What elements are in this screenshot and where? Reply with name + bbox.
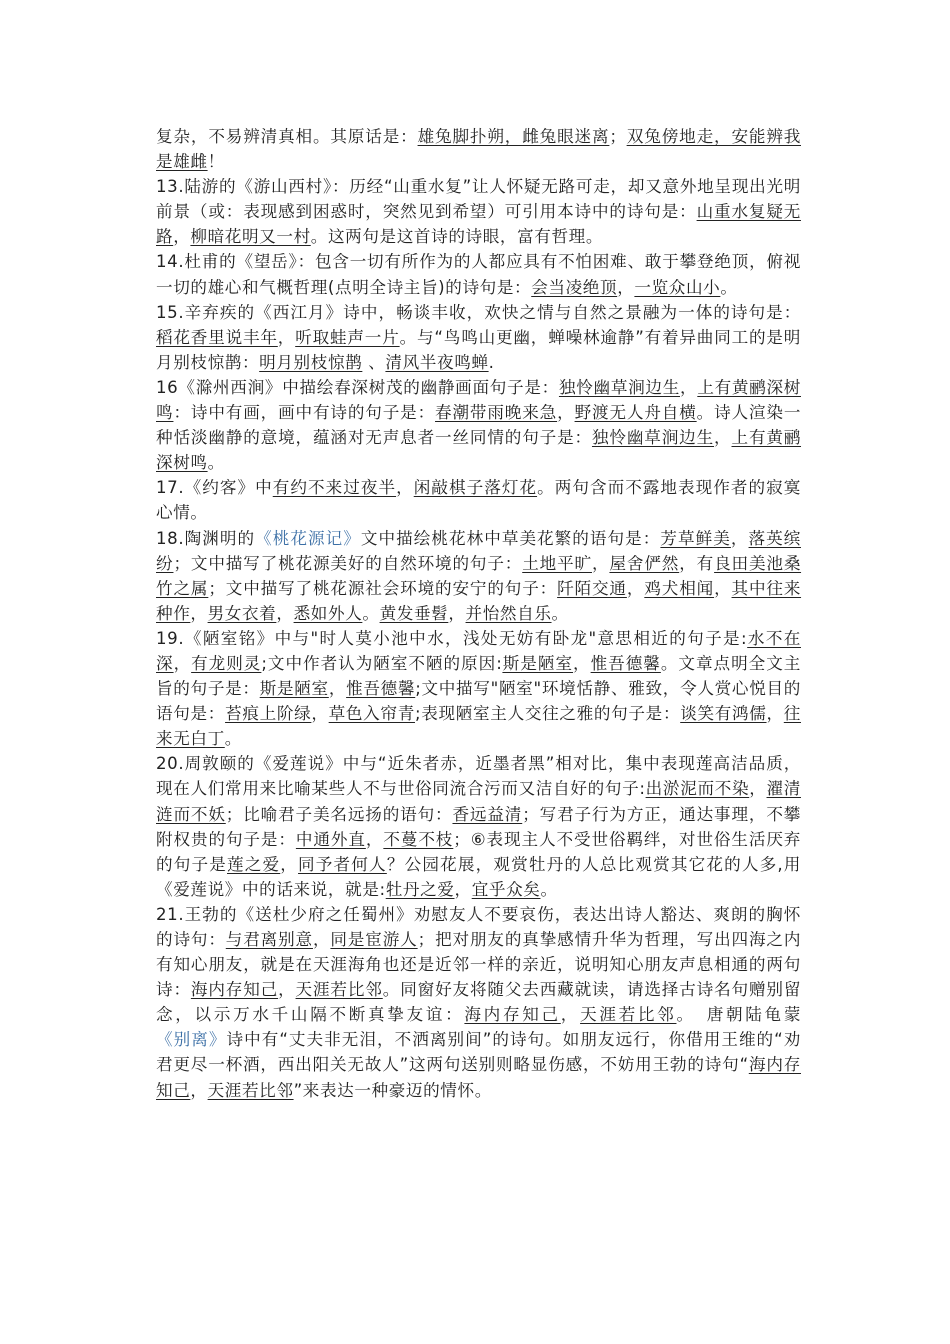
underlined-answer: 春潮带雨晚来急 [435, 403, 558, 423]
underlined-answer: 苔痕上阶绿 [225, 704, 312, 724]
underlined-answer: 莲之爱 [227, 854, 281, 874]
title-link[interactable]: 《别离》 [156, 1030, 227, 1050]
text-segment: ；比喻君子美名远扬的语句： [225, 804, 453, 824]
paragraph [156, 124, 801, 174]
document-body [156, 124, 801, 1103]
text-segment: 21.王勃的《送杜少府之任蜀州》劝慰友人不要哀伤，表达出诗人豁达、爽朗的胸怀的诗句： [156, 904, 801, 949]
text-segment: ， [365, 829, 384, 849]
text-segment: 。 [540, 879, 558, 899]
text-segment: 。 [224, 729, 242, 749]
underlined-answer: 稻花香里说丰年 [156, 327, 278, 347]
text-segment: ”来表达一种豪迈的情怀。 [293, 1080, 492, 1100]
text-segment: ， [277, 327, 296, 347]
text-segment: ， [617, 277, 635, 297]
text-segment: ;文中描写"陋室"环境恬静、雅致，令人赏心悦目的语句是： [156, 679, 801, 724]
underlined-answer: 有约不来过夜半 [272, 478, 397, 498]
text-segment: ， [454, 879, 472, 899]
text-segment: 。 [551, 603, 569, 623]
underlined-answer: 海内存知己 [190, 980, 279, 1000]
underlined-answer: 落英缤纷 [156, 528, 801, 573]
text-segment: ， [749, 779, 767, 799]
text-segment: ：诗中有画，画中有诗的句子是： [173, 403, 436, 423]
text-segment: ；文中描写了桃花源美好的自然环境的句子： [173, 553, 523, 573]
text-segment: ;表现陋室主人交往之雅的句子是： [414, 704, 681, 724]
underlined-answer: 天涯若比邻 [207, 1080, 294, 1100]
text-segment: 。这两句是这首诗的诗眼，富有哲理。 [310, 227, 604, 247]
underlined-answer: 天涯若比邻 [295, 980, 383, 1000]
text-segment: ， [714, 428, 732, 448]
underlined-answer: 黄发垂髫 [379, 603, 449, 623]
underlined-answer: 并怡然自乐 [465, 603, 552, 623]
text-segment: 14.杜甫的《望岳》：包含一切有所作为的人都应具有不怕困难、敢于攀登绝顶，俯视一切的雄心和气概哲理(点明全诗主旨)的诗句是： [156, 252, 801, 297]
underlined-answer: 听取蛙声一片 [295, 327, 400, 347]
text-segment: ，有 [679, 553, 715, 573]
underlined-answer: 上有黄鹂深树鸣 [156, 428, 802, 473]
underlined-answer: 阡陌交通 [557, 578, 627, 598]
text-segment: ， [312, 930, 331, 949]
paragraph [156, 300, 801, 375]
text-segment: ！ [207, 152, 225, 172]
text-segment: ？公园花展，观赏牡丹的人总比观赏其它花的人多,用《爱莲说》中的话来说，就是: [156, 854, 801, 899]
underlined-answer: 野渡无人舟自横 [574, 403, 697, 423]
paragraph [156, 526, 801, 626]
underlined-answer: 海内存知己 [156, 1055, 801, 1100]
underlined-answer: 男女衣着 [207, 603, 277, 623]
underlined-answer: 同予者何人 [298, 854, 387, 874]
paragraph [156, 375, 801, 475]
paragraph [156, 249, 801, 299]
text-segment: ， [190, 1080, 208, 1100]
text-segment: ， [396, 478, 414, 498]
text-segment: 。 [362, 603, 380, 623]
paragraph [156, 902, 801, 1103]
underlined-answer: 闲敲棋子落灯花 [413, 478, 538, 498]
text-segment: ， [626, 578, 645, 598]
text-segment: 复杂，不易辨清真相。其原话是： [156, 127, 418, 146]
text-segment: ， [276, 603, 294, 623]
underlined-answer: 独怜幽草涧边生 [591, 428, 715, 448]
underlined-answer: 天涯若比邻 [580, 1005, 677, 1025]
text-segment: 。 [720, 277, 738, 297]
text-segment: 19.《陋室铭》中与"时人莫小池中水，浅处无妨有卧龙"意思相近的句子是: [156, 628, 748, 648]
paragraph [156, 626, 801, 751]
text-segment: ；⑥表现主人不受世俗羁绊，对世俗生活厌弃的句子是 [156, 829, 802, 874]
text-segment: ；文中描写了桃花源社会环境的安宁的句子： [208, 578, 558, 598]
text-segment: ， [766, 704, 784, 724]
underlined-answer: 往来无白丁 [156, 704, 801, 749]
underlined-answer: 水不在深 [156, 628, 801, 673]
text-segment: ， [730, 528, 749, 548]
text-segment: 。两句含而不露地表现作者的寂寞心情。 [156, 478, 801, 523]
underlined-answer: 悉如外人 [293, 603, 363, 623]
underlined-answer: 草色入帘青 [328, 704, 415, 724]
title-link[interactable]: 《桃花源记》 [255, 528, 361, 548]
underlined-answer: 屋舍俨然 [609, 553, 680, 573]
underlined-answer: 良田美池桑竹之属 [156, 553, 802, 598]
underlined-answer: 斯是陋室 [502, 653, 574, 673]
text-segment: 18.陶渊明的 [156, 528, 256, 548]
text-segment: 。 [207, 453, 225, 473]
text-segment: ； [609, 127, 627, 146]
underlined-answer: 独怜幽草涧边生 [558, 377, 681, 397]
underlined-answer: 谈笑有鸿儒 [680, 704, 767, 724]
text-segment: 诗中有“丈夫非无泪，不洒离别间”的诗句。如朋友远行，你借用王维的“劝君更尽一杯酒，西出阳关无故人”这两句送别则略显伤感，不妨用王勃的诗句“ [156, 1030, 801, 1075]
underlined-answer: 鸡犬相闻 [644, 578, 715, 598]
underlined-answer: 惟吾德馨 [590, 653, 661, 673]
underlined-answer: 海内存知己 [464, 1005, 561, 1025]
text-segment: 17.《约客》中 [156, 478, 273, 498]
underlined-answer: 有龙则灵 [191, 653, 262, 673]
text-segment: ；把对朋友的真挚感情升华为哲理，写出四海之内有知心朋友，就是在天涯海角也还是近邻一样的亲近，说明知心朋友声息相通的两句诗： [156, 930, 802, 1000]
text-segment: 15.辛弃疾的《西江月》诗中，畅谈丰收，欢快之情与自然之景融为一体的诗句是： [156, 302, 801, 322]
text-segment: 文中描绘桃花林中草美花繁的语句是： [360, 528, 661, 548]
text-segment: 、 [362, 352, 386, 372]
underlined-answer: 斯是陋室 [259, 679, 329, 699]
text-segment: ， [448, 603, 466, 623]
underlined-answer: 香远益清 [452, 804, 523, 824]
underlined-answer: 其中往来种作 [156, 578, 802, 623]
underlined-answer: 山重水复疑无路 [156, 202, 801, 247]
underlined-answer: 惟吾德馨 [346, 679, 416, 699]
text-segment: ， [173, 653, 192, 673]
text-segment: 13.陆游的《游山西村》：历经“山重水复”让人怀疑无路可走，却又意外地呈现出光明前景（或：表现感到困惑时，突然见到希望）可引用本诗中的诗句是： [156, 177, 801, 222]
text-segment: 。与“鸟鸣山更幽，蝉噪林逾静”有着异曲同工的是明月别枝惊鹊： [156, 327, 801, 372]
text-segment: ， [573, 653, 591, 673]
underlined-answer: 与君离别意 [225, 930, 313, 949]
underlined-answer: 会当凌绝顶 [531, 277, 618, 297]
text-segment: . [488, 352, 495, 372]
text-segment: 20.周敦颐的《爱莲说》中与“近朱者赤，近墨者黑”相对比，集中表现莲高洁品质，现在人们常用来比喻某些人不与世俗同流合污而又洁自好的句子: [156, 754, 801, 799]
paragraph [156, 751, 801, 902]
text-segment: ， [280, 854, 299, 874]
underlined-answer: 土地平旷 [522, 553, 592, 573]
underlined-answer: 柳暗花明又一村 [190, 227, 311, 247]
paragraph [156, 475, 801, 525]
text-segment: ， [278, 980, 296, 1000]
underlined-answer: 芳草鲜美 [660, 528, 731, 548]
underlined-answer: 宜乎众矣 [471, 879, 541, 899]
underlined-answer: 同是宦游人 [330, 930, 418, 949]
underlined-answer: 明月别枝惊鹊 [259, 352, 363, 372]
text-segment: 。同窗好友将随父去西藏就读，请选择古诗名句赠别留念，以示万水千山隔不断真挚友谊： [156, 980, 802, 1025]
text-segment: ， [560, 1005, 581, 1025]
text-segment: ， [680, 377, 698, 397]
underlined-answer: 双兔傍地走，安能辨我是雄雌 [156, 127, 801, 172]
text-segment: ， [714, 578, 732, 598]
paragraph [156, 174, 801, 249]
text-segment: ;文中作者认为陋室不陋的原因: [261, 653, 503, 673]
text-segment: ， [557, 403, 575, 423]
text-segment: ；写君子行为方正，通达事理，不攀附权贵的句子是： [156, 804, 801, 849]
underlined-answer: 濯清涟而不妖 [156, 779, 801, 824]
underlined-answer: 雄兔脚扑朔，雌兔眼迷离 [417, 127, 610, 146]
underlined-answer: 上有黄鹂深树鸣 [156, 377, 801, 423]
underlined-answer: 不蔓不枝 [383, 829, 454, 849]
text-segment: 16《滁州西涧》中描绘春深树茂的幽静画面句子是： [156, 377, 559, 397]
underlined-answer: 一览众山小 [634, 277, 721, 297]
underlined-answer: 出淤泥而不染 [645, 779, 750, 799]
text-segment: ， [173, 227, 191, 247]
text-segment: ， [328, 679, 347, 699]
text-segment: 。文章点明全文主旨的句子是： [156, 653, 801, 699]
text-segment: 。诗人渲染一种恬淡幽静的意境，蕴涵对无声息者一丝同情的句子是： [156, 403, 802, 448]
text-segment: ， [190, 603, 208, 623]
underlined-answer: 清风半夜鸣蝉 [385, 352, 489, 372]
text-segment: ， [591, 553, 610, 573]
text-segment: 。 唐朝陆龟蒙 [676, 1005, 802, 1025]
text-segment: ， [311, 704, 329, 724]
underlined-answer: 牡丹之爱 [385, 879, 455, 899]
underlined-answer: 中通外直 [295, 829, 366, 849]
